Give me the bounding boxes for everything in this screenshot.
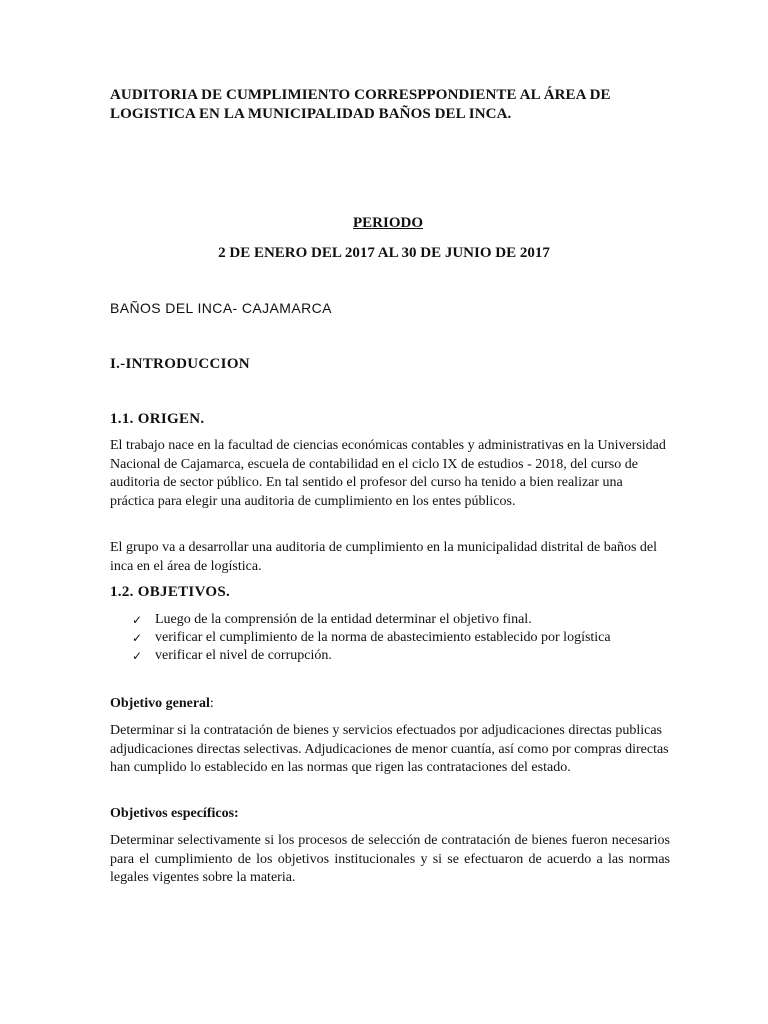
objetivos-especificos-paragraph: Determinar selectivamente si los procesos de selección de contratación de bienes fueron necesarios para el cumplimiento de los objetivos institucionales y si se efectuaron de acuerdo a las normas legales vigentes sobre la materia. xyxy=(110,833,670,885)
section-heading-origen: 1.1. ORIGEN. xyxy=(110,411,205,427)
document-title: AUDITORIA DE CUMPLIMIENTO CORRESPPONDIENTE AL ÁREA DE LOGISTICA EN LA MUNICIPALIDAD BAÑOS DEL INCA. xyxy=(110,87,611,122)
objetivo-general-colon: : xyxy=(209,696,214,711)
objetivo-general-label-text: Objetivo general xyxy=(110,696,210,711)
objetivo-general-paragraph: Determinar si la contratación de bienes y servicios efectuados por adjudicaciones directas publicas adjudicaciones directas selectivas. Adjudicaciones de menor cuantía, así como por compras directas han cumplido lo establecido en las normas que rigen las contrataciones del estado. xyxy=(110,723,669,775)
origen-paragraph-1: El trabajo nace en la facultad de ciencias económicas contables y administrativas en la Universidad Nacional de Cajamarca, escuela de contabilidad en el ciclo IX de estudios - 2018, del curso de auditoria de sector público. En tal sentido el profesor del curso ha tenido a bien realizar una práctica para elegir una auditoria de cumplimiento en los entes públicos. xyxy=(110,438,666,509)
objetivos-list xyxy=(110,611,670,665)
objetivos-especificos-label-text: Objetivos específicos: xyxy=(110,806,239,821)
list-item-text: verificar el nivel de corrupción. xyxy=(155,648,332,663)
list-item xyxy=(110,611,670,629)
list-item-text: Luego de la comprensión de la entidad determinar el objetivo final. xyxy=(155,612,532,627)
periodo-label: PERIODO xyxy=(352,215,423,231)
location-line: BAÑOS DEL INCA- CAJAMARCA xyxy=(110,300,332,316)
objetivo-general-label xyxy=(110,695,214,713)
checkmark-icon: ✓ xyxy=(132,613,143,627)
list-item xyxy=(110,629,670,647)
checkmark-icon: ✓ xyxy=(132,649,143,663)
objetivos-especificos-label xyxy=(110,805,239,823)
list-item xyxy=(110,647,670,665)
section-heading-introduccion: I.-INTRODUCCION xyxy=(110,356,250,372)
checkmark-icon: ✓ xyxy=(132,631,143,645)
origen-paragraph-2: El grupo va a desarrollar una auditoria de cumplimiento en la municipalidad distrital de baños del inca en el área de logística. xyxy=(110,540,657,574)
list-item-text: verificar el cumplimiento de la norma de abastecimiento establecido por logística xyxy=(155,630,611,645)
section-heading-objetivos: 1.2. OBJETIVOS. xyxy=(110,584,231,600)
periodo-dates: 2 DE ENERO DEL 2017 AL 30 DE JUNIO DE 2017 xyxy=(218,245,550,261)
